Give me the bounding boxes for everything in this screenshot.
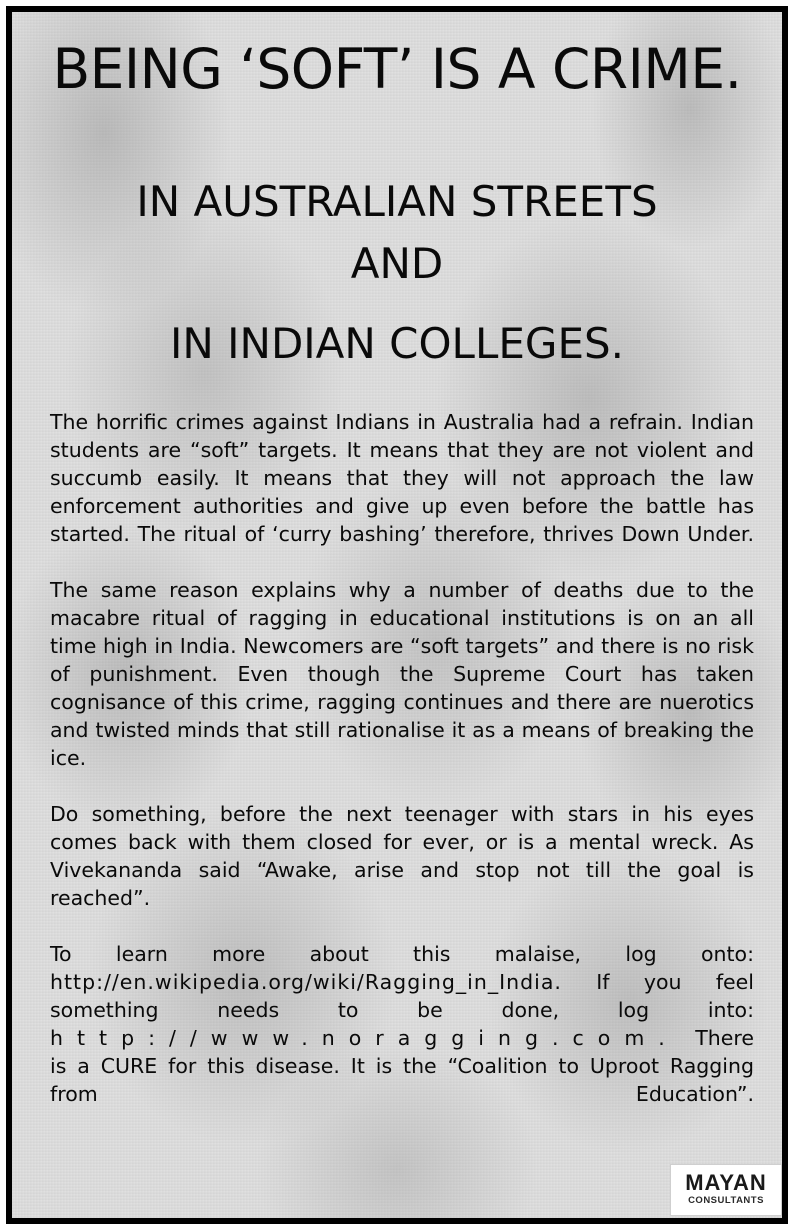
learn-more-text: To learn more about this malaise, log onto: [50, 942, 754, 966]
paragraph-ragging: The same reason explains why a number of deaths due to the macabre ritual of ragging in educational institutions is on an all time high in India. Newcomers are “soft targets” and there is no risk of punishment. Even though the Supreme Court has taken cognisance of this crime, ragging continues and there are nuerotics and twisted minds that still rationalise it as a means of breaking the ice. [50, 578, 754, 770]
paragraph-call-to-action: Do something, before the next teenager with stars in his eyes comes back with them closed for ever, or is a mental wreck. As Vivekananda said “Awake, arise and stop not till the goal is reached”. [50, 802, 754, 910]
cure-text: There is a CURE for this disease. It is the “Coalition to Uproot Ragging from Education”. [50, 1026, 754, 1106]
logo-tagline: CONSULTANTS [688, 1195, 764, 1206]
paragraph-learn-more [50, 940, 754, 1108]
body-text [50, 408, 754, 1108]
subheadline-line-2: AND [350, 239, 444, 288]
subheadline-line-1: IN AUSTRALIAN STREETS [136, 177, 658, 226]
logo-name: MAYAN [685, 1170, 767, 1195]
mayan-consultants-logo [670, 1164, 782, 1216]
noragging-link[interactable]: http://www.noragging.com. [50, 1026, 679, 1050]
subheadline-line-3: IN INDIAN COLLEGES. [169, 319, 624, 368]
headline: BEING ‘SOFT’ IS A CRIME. [52, 37, 742, 101]
poster [6, 6, 788, 1224]
wikipedia-link[interactable]: http://en.wikipedia.org/wiki/Ragging_in_India. [50, 970, 562, 994]
paragraph-australia: The horrific crimes against Indians in Australia had a refrain. Indian students are “soft” targets. It means that they are not violent and succumb easily. It means that they will not approach the law enforcement authorities and give up even before the battle has started. The ritual of ‘curry bashing’ therefore, thrives Down Under. [50, 410, 754, 546]
feel-something-text: If you feel something needs to be done, log into: [50, 970, 754, 1022]
